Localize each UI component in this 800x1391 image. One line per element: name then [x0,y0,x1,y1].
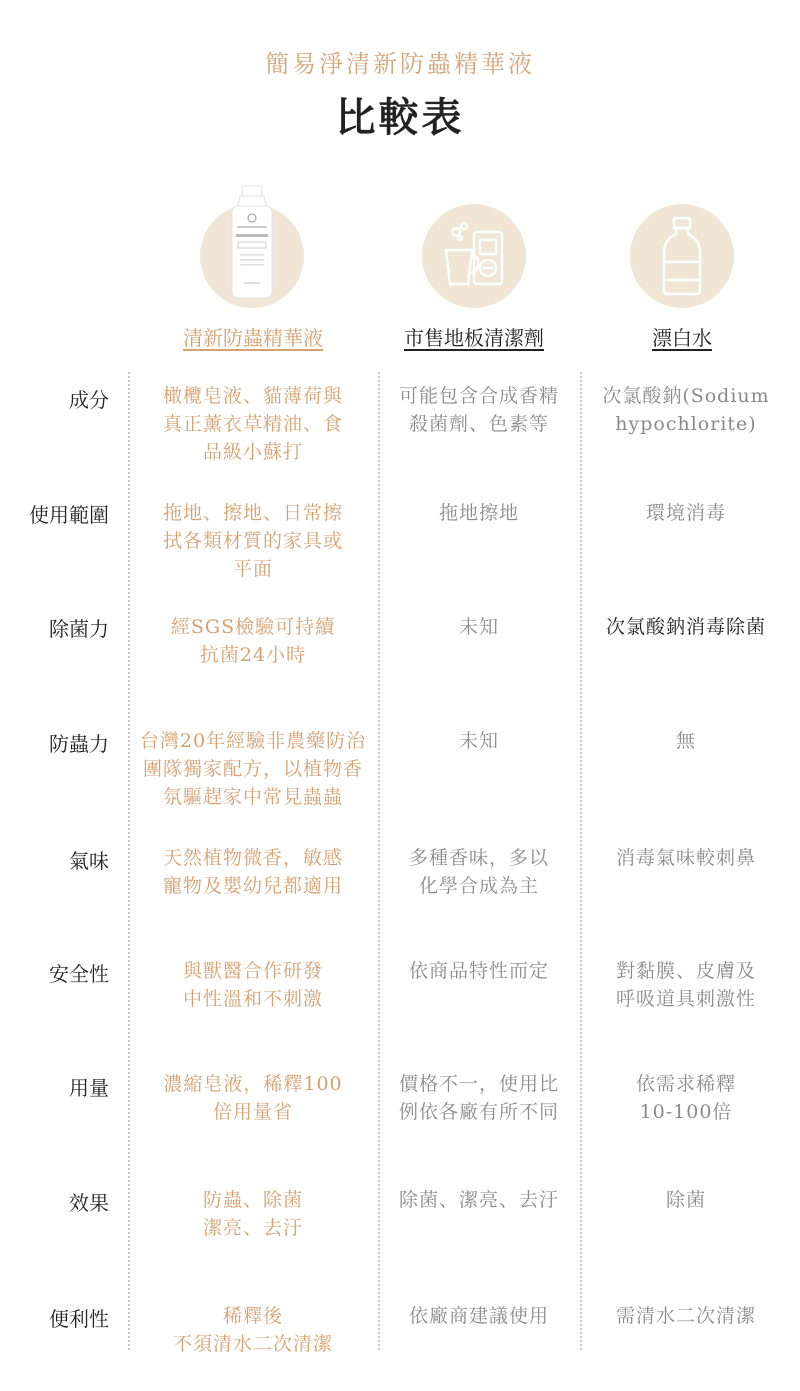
bleach-bottle-icon [630,204,734,308]
cell-safety-bleach: 對黏膜、皮膚及 呼吸道具刺激性 [615,960,756,1010]
cell-dosage-product: 濃縮皂液，稀釋100 倍用量省 [163,1073,343,1123]
cell-usage-bleach: 環境消毒 [645,502,726,524]
cell-usage-product: 拖地、擦地、日常擦 拭各類材質的家具或 平面 [162,502,343,580]
cleaning-supplies-icon [422,204,526,308]
cell-scent-product: 天然植物微香，敏感 寵物及嬰幼兒都適用 [162,847,343,897]
row-label-effect: 效果 [69,1191,109,1215]
cell-safety-cleaner: 依商品特性而定 [408,960,549,982]
cell-effect-bleach: 除菌 [665,1189,706,1211]
cell-usage-cleaner: 拖地擦地 [438,502,519,524]
cell-convenience-product: 稀釋後 不須清水二次清潔 [172,1305,333,1355]
cell-antibacterial-cleaner: 未知 [458,616,499,638]
row-label-convenience: 便利性 [49,1307,109,1331]
cell-convenience-bleach: 需清水二次清潔 [615,1305,756,1327]
column-header-bleach: 漂白水 [652,326,712,350]
cell-dosage-bleach: 依需求稀釋 10-100倍 [635,1073,736,1123]
cell-dosage-cleaner: 價格不一，使用比 例依各廠有所不同 [398,1073,559,1123]
cell-insect-product: 台灣20年經驗非農藥防治 團隊獨家配方，以植物香 氛驅趕家中常見蟲蟲 [139,730,367,808]
cell-ingredients-cleaner: 可能包含合成香精 殺菌劑、色素等 [398,385,559,435]
cell-scent-bleach: 消毒氣味較刺鼻 [615,847,756,869]
column-header-product: 清新防蟲精華液 [183,326,323,350]
row-label-insect-repellent: 防蟲力 [49,732,109,756]
cell-effect-product: 防蟲、除菌 潔亮、去汙 [202,1189,303,1239]
product-circle [200,204,304,308]
row-label-safety: 安全性 [49,962,109,986]
cell-effect-cleaner: 除菌、潔亮、去汙 [398,1189,559,1211]
cell-safety-product: 與獸醫合作研發 中性溫和不刺激 [182,960,323,1010]
cell-insect-cleaner: 未知 [458,730,499,752]
row-label-antibacterial: 除菌力 [49,617,109,641]
cell-ingredients-bleach: 次氯酸鈉(Sodium hypochlorite) [602,385,770,435]
product-bottle-icon [200,204,304,308]
cell-scent-cleaner: 多種香味，多以 化學合成為主 [408,847,549,897]
row-label-scent: 氣味 [69,849,109,873]
page-title: 比較表 [335,95,465,141]
row-label-dosage: 用量 [69,1076,109,1100]
cell-antibacterial-product: 經SGS檢驗可持續 抗菌24小時 [170,616,336,666]
cleaner-circle [422,204,526,308]
bleach-circle [630,204,734,308]
column-header-cleaner: 市售地板清潔劑 [404,326,544,350]
cell-insect-bleach: 無 [675,730,696,752]
cell-antibacterial-bleach: 次氯酸鈉消毒除菌 [605,616,766,638]
row-label-usage: 使用範圍 [29,503,109,527]
row-label-ingredients: 成分 [69,388,109,412]
cell-convenience-cleaner: 依廠商建議使用 [408,1305,549,1327]
cell-ingredients-product: 橄欖皂液、貓薄荷與 真正薰衣草精油、食 品級小蘇打 [162,385,343,463]
subtitle: 簡易淨清新防蟲精華液 [265,50,535,78]
